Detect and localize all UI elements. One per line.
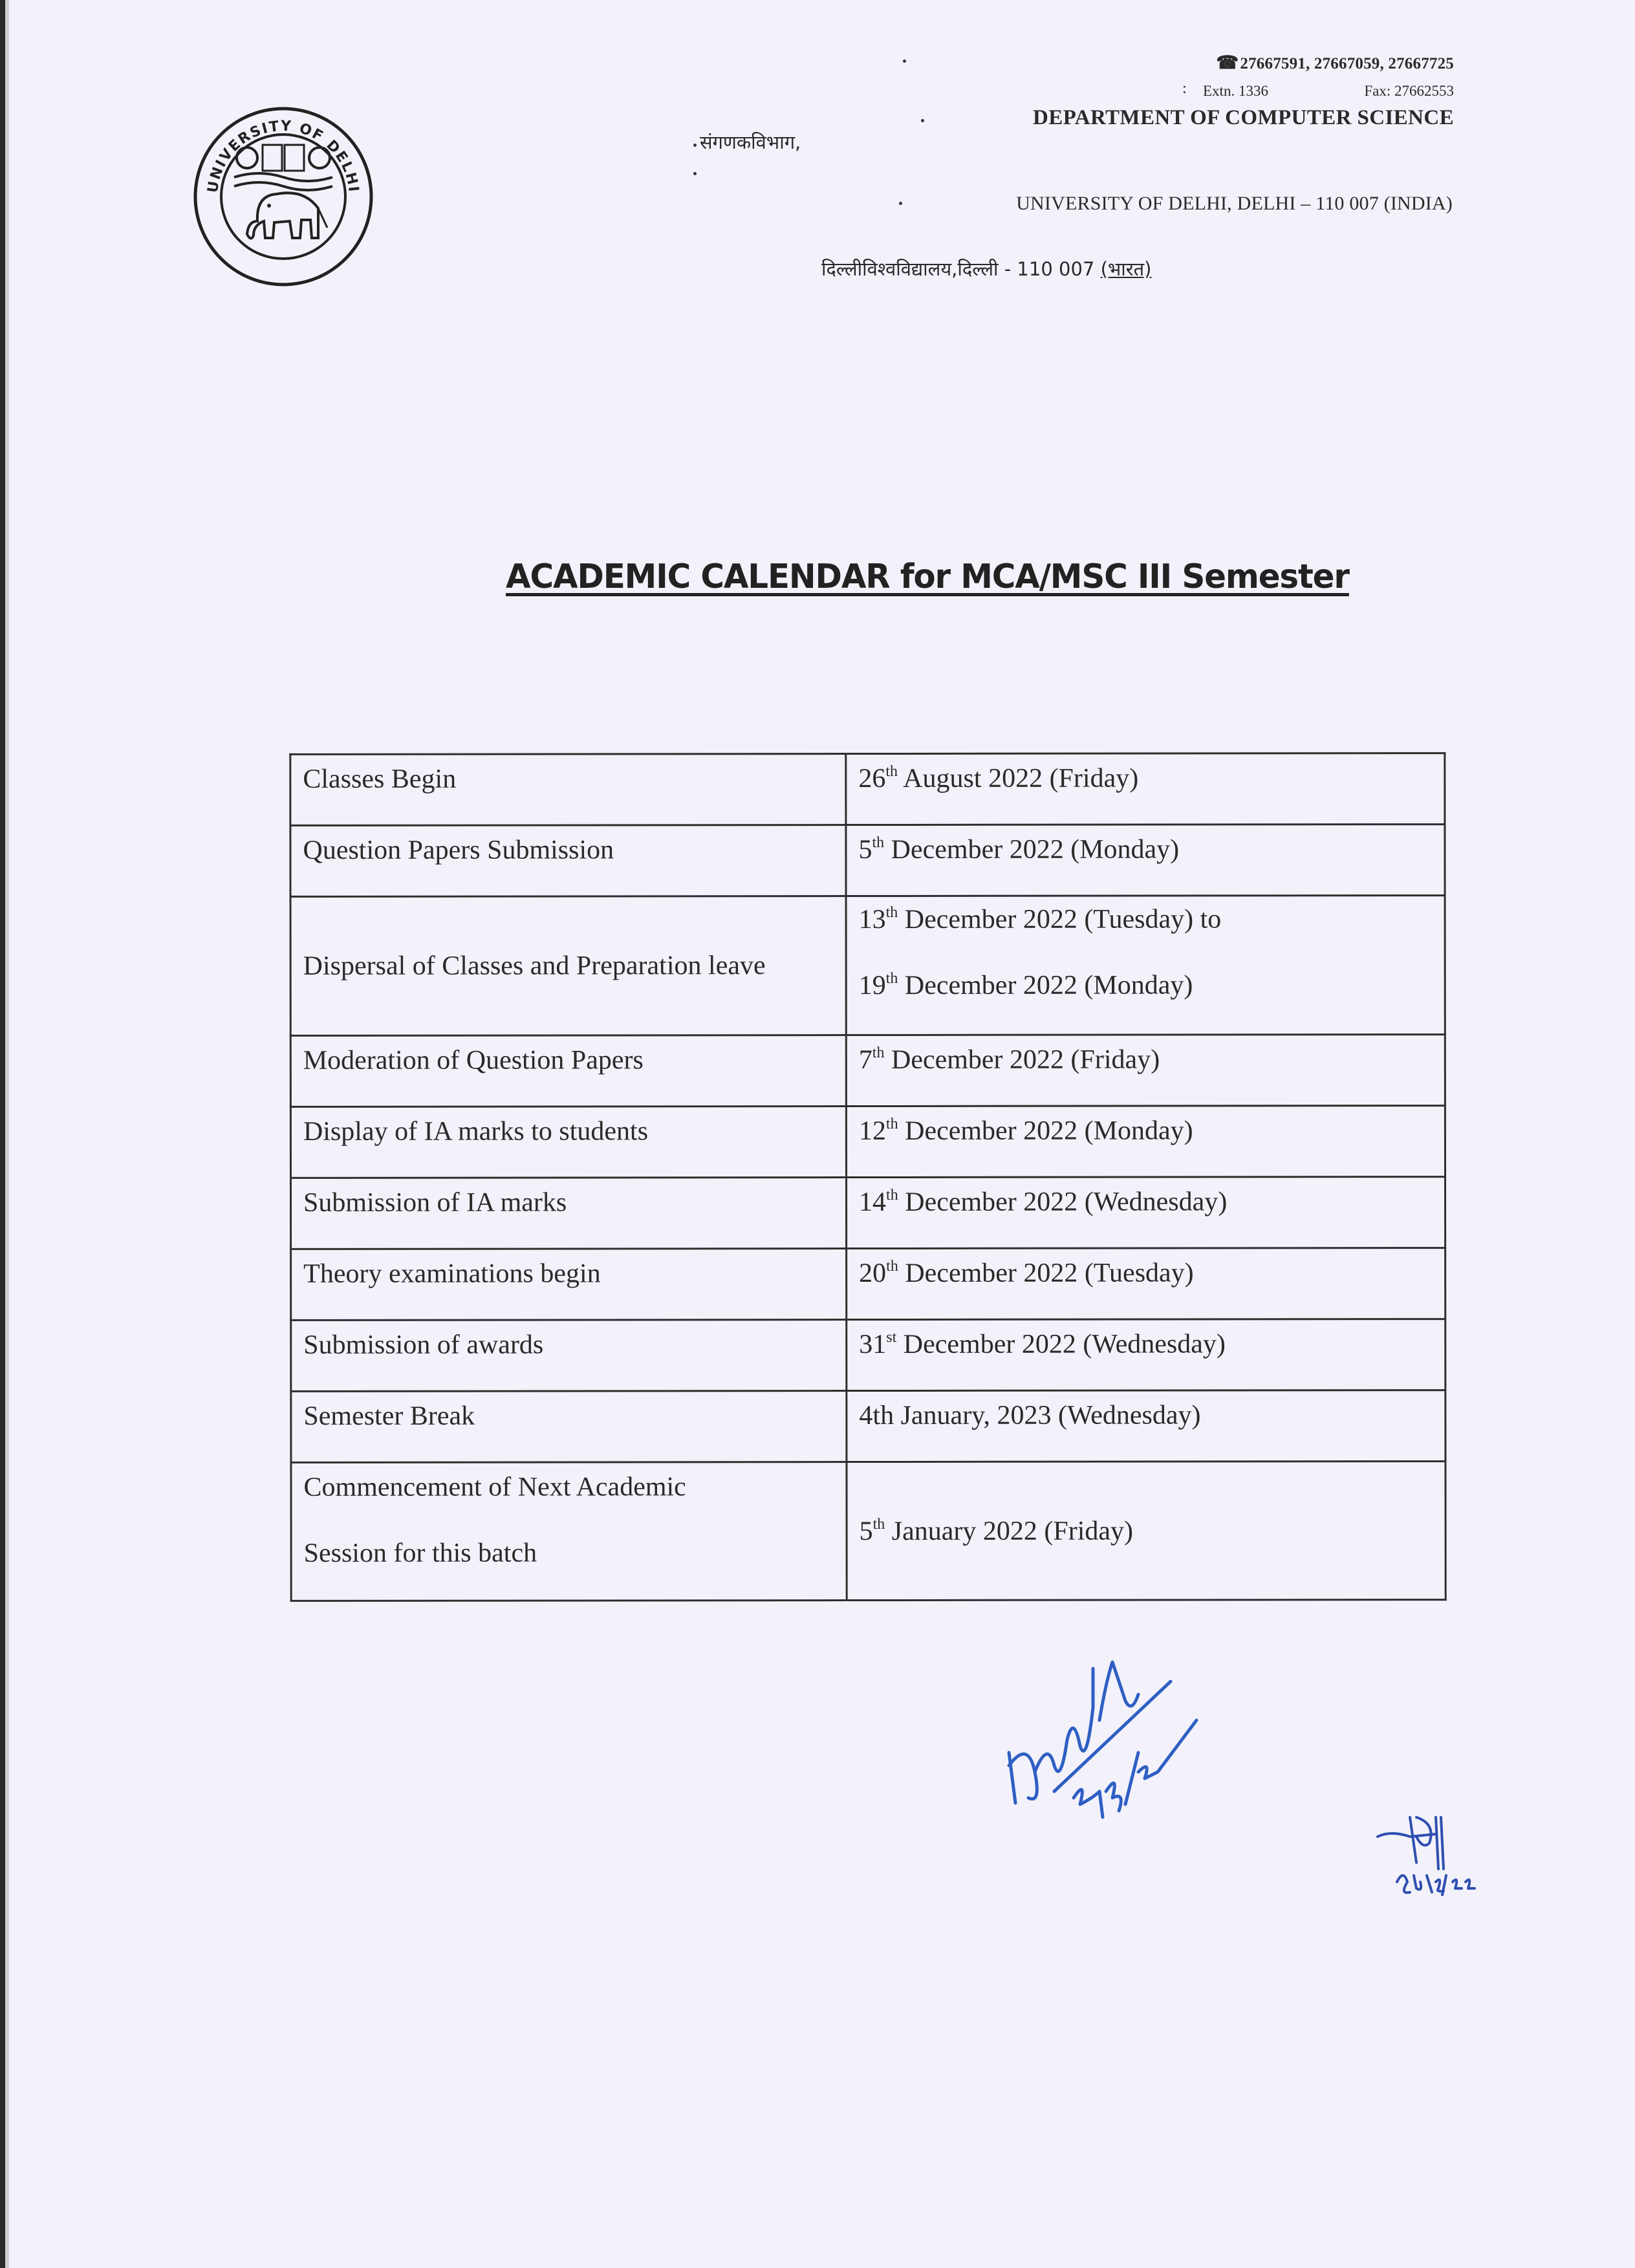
table-row — [291, 1390, 1446, 1463]
scan-edge-shadow — [5, 0, 9, 2268]
page-title: ACADEMIC CALENDAR for MCA/MSC III Semester — [506, 557, 1349, 596]
event-cell: Semester Break — [291, 1391, 847, 1463]
date-cell: 26th August 2022 (Friday) — [846, 753, 1445, 825]
date-cell: 5th December 2022 (Monday) — [846, 825, 1445, 896]
seal-text: UNIVERSITY OF DELHI — [204, 118, 362, 194]
phone-text: 27667591, 27667059, 27667725 — [1240, 55, 1454, 72]
table-row — [290, 825, 1445, 897]
colon-mark: : — [1182, 80, 1187, 97]
event-cell: Theory examinations begin — [291, 1249, 847, 1321]
date-cell: 13th December 2022 (Tuesday) to 19th December 2022 (Monday) — [846, 896, 1445, 1035]
university-hindi-text: दिल्लीविश्वविद्यालय,दिल्ली - 110 007 — [821, 258, 1095, 280]
table-row — [291, 1177, 1446, 1249]
country-hindi: (भारत) — [1100, 258, 1152, 280]
table-row — [290, 753, 1445, 826]
speck — [921, 119, 924, 122]
extension: Extn. 1336 — [1203, 83, 1268, 99]
date-cell: 5th January 2022 (Friday) — [847, 1462, 1446, 1601]
speck — [693, 172, 697, 175]
phone-numbers — [1216, 52, 1454, 74]
university-address-hindi — [821, 256, 1152, 281]
table-row — [291, 1248, 1446, 1321]
event-cell: Moderation of Question Papers — [290, 1035, 846, 1107]
signature-2 — [1371, 1811, 1513, 1901]
signature-1 — [990, 1643, 1274, 1837]
academic-calendar-table — [289, 752, 1446, 1602]
scan-edge — [0, 0, 5, 2268]
event-cell: Commencement of Next Academic Session for this batch — [291, 1462, 847, 1601]
event-cell: Display of IA marks to students — [290, 1107, 846, 1178]
event-cell: Submission of IA marks — [291, 1178, 847, 1249]
fax-number: Fax: 27662553 — [1364, 83, 1454, 99]
date-cell: 7th December 2022 (Friday) — [846, 1035, 1445, 1107]
table-row — [290, 1035, 1445, 1107]
table-row — [291, 1462, 1446, 1601]
university-address: UNIVERSITY OF DELHI, DELHI – 110 007 (INDIA) — [1016, 193, 1453, 214]
speck — [693, 144, 697, 147]
event-cell: Dispersal of Classes and Preparation leave — [290, 896, 846, 1036]
telephone-icon: ☎ — [1216, 53, 1239, 73]
speck — [899, 202, 902, 205]
university-seal-logo — [191, 105, 375, 288]
department-name: DEPARTMENT OF COMPUTER SCIENCE — [1032, 106, 1454, 129]
date-cell: 14th December 2022 (Wednesday) — [847, 1177, 1446, 1249]
department-name-hindi: संगणकविभाग, — [700, 131, 801, 153]
date-cell: 4th January, 2023 (Wednesday) — [847, 1390, 1446, 1462]
table-row — [290, 896, 1445, 1036]
event-cell: Classes Begin — [290, 754, 846, 826]
event-cell: Question Papers Submission — [290, 825, 846, 897]
speck — [903, 59, 906, 63]
date-cell: 31st December 2022 (Wednesday) — [847, 1319, 1446, 1391]
date-cell: 12th December 2022 (Monday) — [846, 1106, 1445, 1178]
table-row — [290, 1106, 1445, 1178]
table-row — [291, 1319, 1446, 1392]
date-cell: 20th December 2022 (Tuesday) — [847, 1248, 1446, 1320]
event-cell: Submission of awards — [291, 1320, 847, 1392]
